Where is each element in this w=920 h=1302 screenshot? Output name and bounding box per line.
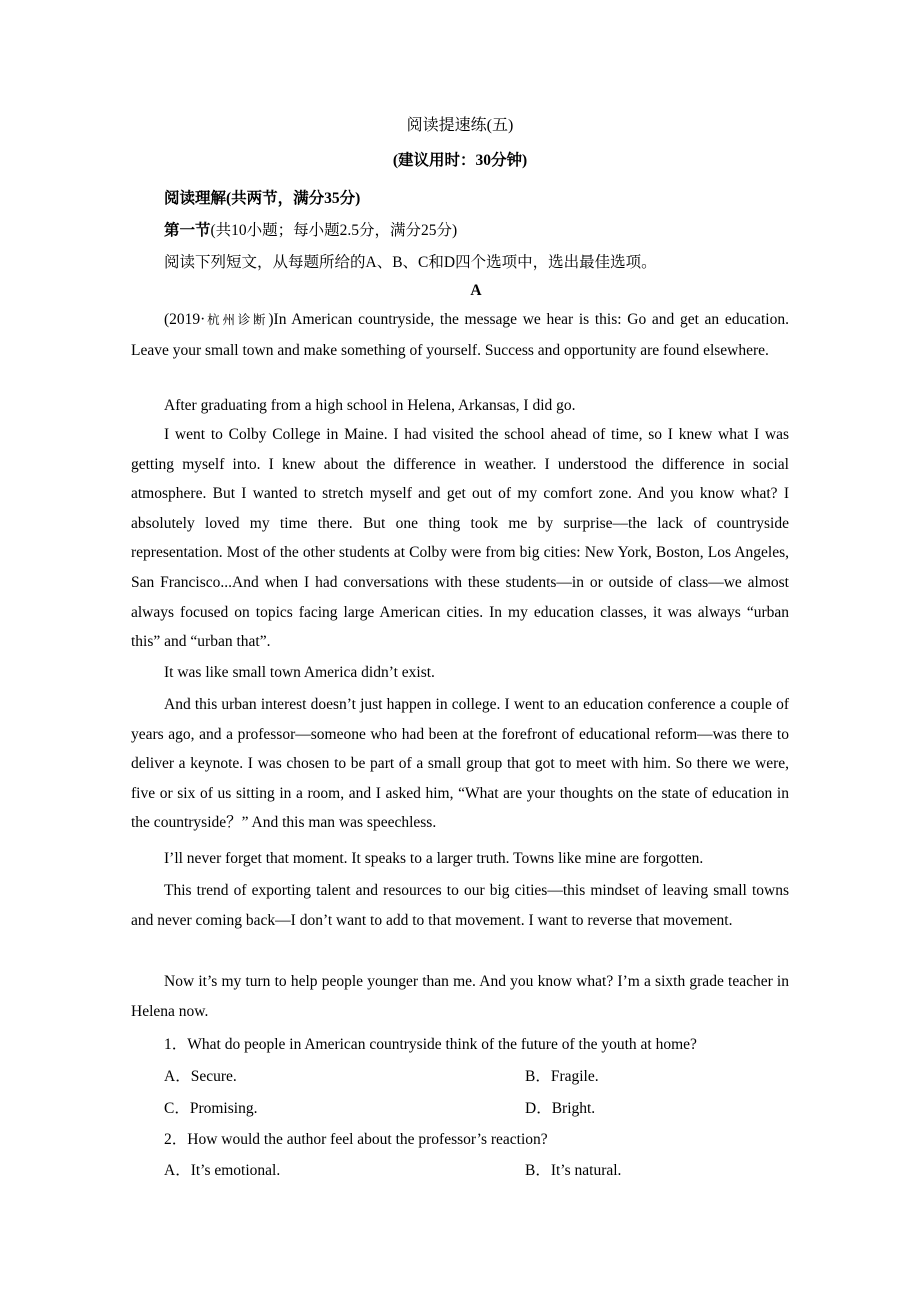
section-heading-label: 第一节 [164, 222, 211, 239]
section-heading [164, 218, 457, 240]
page-title: 阅读提速练(五) [406, 117, 514, 134]
option-a: A．It’s emotional. [164, 1162, 281, 1179]
option-b: B．Fragile. [525, 1068, 599, 1085]
option-d: D．Bright. [525, 1100, 596, 1117]
passage-paragraph: It was like small town America didn’t exist. [164, 664, 435, 681]
passage-paragraph [131, 305, 789, 365]
paragraph-text: )In American countryside, the message we hear is this: Go and get an education. Leave your small town and make something of yourself. Success and opportunity are found elsewhere. [131, 311, 789, 359]
part-heading: 阅读理解(共两节，满分35分) [164, 190, 361, 207]
source-place: 杭州诊断 [205, 313, 269, 327]
passage-paragraph: I’ll never forget that moment. It speaks to a larger truth. Towns like mine are forgotten. [164, 850, 704, 867]
passage-paragraph: I went to Colby College in Maine. I had visited the school ahead of time, so I knew what I was getting myself into. I knew about the difference in weather. I understood the difference in social atmosphere. But I wanted to stretch myself and get out of my comfort zone. And you know what? I absolutely loved my time there. But one thing took me by surprise—the lack of countryside representation. Most of the other students at Colby were from big cities: New York, Boston, Los Angeles, San Francisco...And when I had conversations with these students—in or outside of class—we almost always focused on topics facing large American cities. In my education classes, it was always “urban this” and “urban that”. [131, 426, 789, 651]
passage-paragraph: And this urban interest doesn’t just happen in college. I went to an education conference a couple of years ago, and a professor—someone who had been at the forefront of educational reform—was there to deliver a keynote. I was chosen to be part of a small group that got to meet with him. So there we were, five or six of us sitting in a room, and I asked him, “What are your thoughts on the state of education in the countryside？” And this man was speechless. [131, 696, 789, 832]
option-c: C．Promising. [164, 1100, 258, 1117]
passage-paragraph: This trend of exporting talent and resources to our big cities—this mindset of leaving small towns and never coming back—I don’t want to add to that movement. I want to reverse that movement. [131, 882, 789, 929]
question-stem: 1．What do people in American countryside think of the future of the youth at home? [164, 1036, 697, 1053]
option-b: B．It’s natural. [525, 1162, 622, 1179]
instruction: 阅读下列短文，从每题所给的A、B、C和D四个选项中，选出最佳选项。 [164, 254, 657, 271]
passage-paragraph: After graduating from a high school in Helena, Arkansas, I did go. [164, 397, 576, 414]
section-heading-detail: (共10小题；每小题2.5分，满分25分) [210, 222, 458, 239]
passage-paragraph: Now it’s my turn to help people younger than me. And you know what? I’m a sixth grade teacher in Helena now. [131, 973, 789, 1020]
question-stem: 2．How would the author feel about the professor’s reaction? [164, 1131, 548, 1148]
time-note: (建议用时：30分钟) [392, 152, 528, 169]
source-year: (2019· [164, 311, 206, 328]
option-a: A．Secure. [164, 1068, 237, 1085]
passage-label: A [470, 282, 482, 299]
